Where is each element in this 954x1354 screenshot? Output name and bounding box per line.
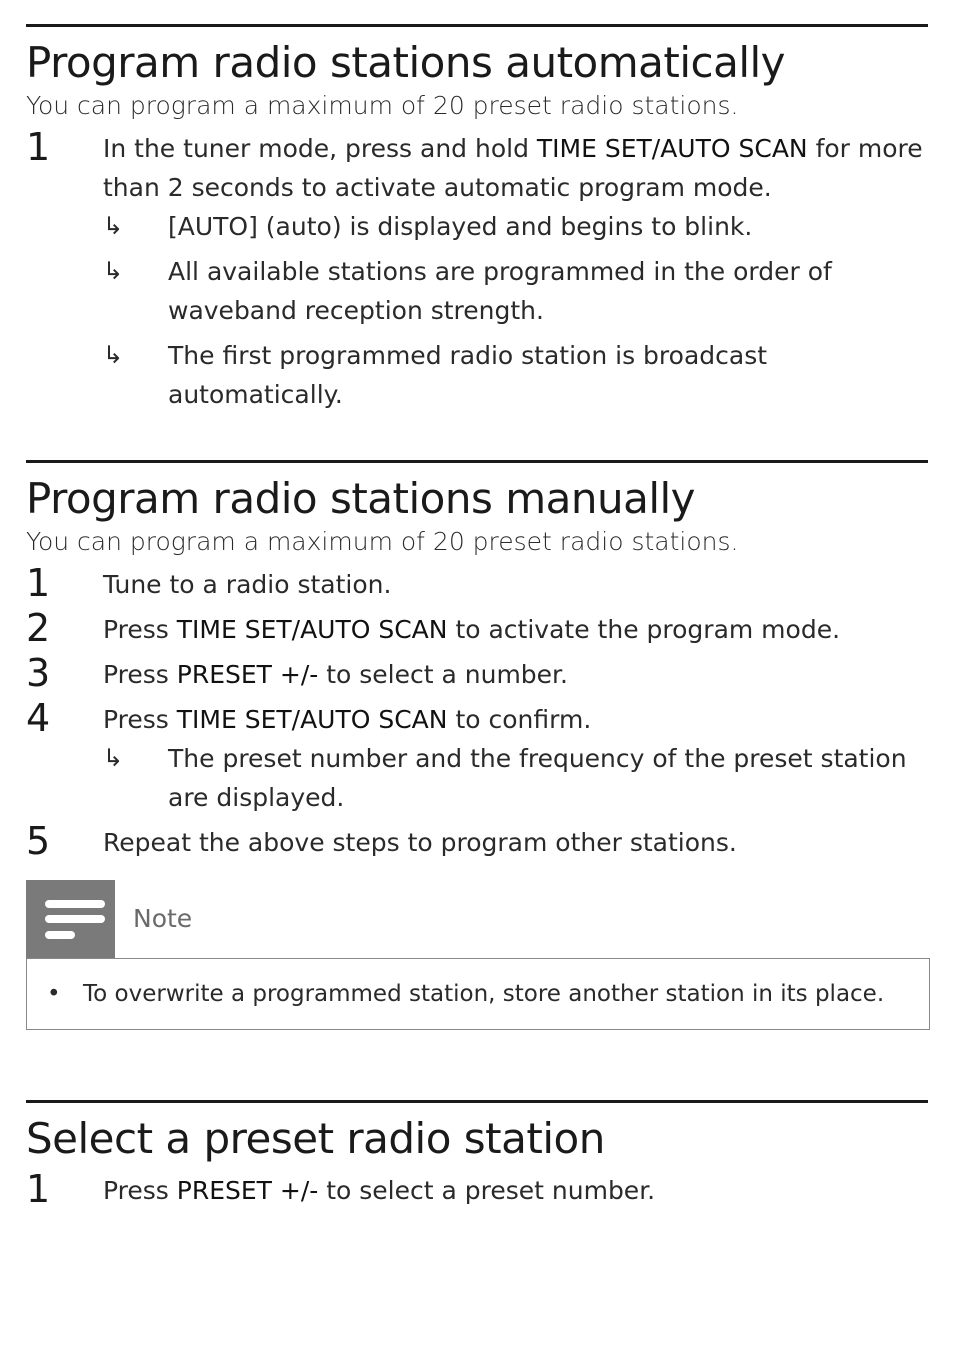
step-text <box>103 823 928 862</box>
step-list <box>26 561 928 863</box>
note-block <box>26 880 928 1030</box>
note-text: To overwrite a programmed station, store another station in its place. <box>83 981 885 1007</box>
step-text-before: Repeat the above steps to program other stations. <box>103 828 737 857</box>
section-title: Program radio stations automatically <box>26 38 786 87</box>
step <box>26 1167 928 1211</box>
result-list <box>103 207 928 414</box>
step-text-before: Tune to a radio station. <box>103 570 392 599</box>
result-arrow-icon: ↳ <box>103 744 124 772</box>
step-text-after: to activate the program mode. <box>447 615 841 644</box>
step-number: 3 <box>26 651 51 695</box>
result-text: The first programmed radio station is broadcast automatically. <box>168 341 768 409</box>
step-text <box>103 610 928 649</box>
step-text-before: In the tuner mode, press and hold <box>103 134 537 163</box>
step <box>26 696 928 817</box>
result-item <box>103 739 928 817</box>
step-body <box>103 129 928 414</box>
step-text-before: Press <box>103 660 177 689</box>
section-intro: You can program a maximum of 20 preset radio stations. <box>26 527 739 556</box>
step-keyword: PRESET +/- <box>176 660 319 689</box>
step-body <box>103 610 928 649</box>
step <box>26 561 928 605</box>
step <box>26 125 928 414</box>
step-text-after: to select a number. <box>318 660 568 689</box>
result-item <box>103 336 928 414</box>
step-number: 1 <box>26 125 51 169</box>
step-number: 2 <box>26 606 51 650</box>
step-keyword: TIME SET/AUTO SCAN <box>536 134 808 163</box>
step-body <box>103 823 928 862</box>
result-arrow-icon: ↳ <box>103 212 124 240</box>
step-body <box>103 1171 928 1210</box>
section-select-preset <box>26 1100 928 1210</box>
step-text <box>103 700 928 739</box>
step-text <box>103 655 928 694</box>
step-text-after: to confirm. <box>447 705 592 734</box>
bullet-icon: • <box>47 981 61 1007</box>
step-number: 5 <box>26 819 51 863</box>
step-list <box>26 125 928 414</box>
step-text-before: Press <box>103 1176 177 1205</box>
step-number: 1 <box>26 1167 51 1211</box>
step-number: 1 <box>26 561 51 605</box>
step-text <box>103 129 928 207</box>
result-text: [AUTO] (auto) is displayed and begins to blink. <box>168 212 753 241</box>
step <box>26 819 928 863</box>
step-body <box>103 655 928 694</box>
result-arrow-icon: ↳ <box>103 341 124 369</box>
result-item <box>103 252 928 330</box>
note-header <box>26 880 928 958</box>
step-text-before: Press <box>103 705 177 734</box>
step-text-after: for more than 2 seconds to activate automatic program mode. <box>103 134 923 202</box>
result-text: The preset number and the frequency of the preset station are displayed. <box>168 744 907 812</box>
result-list <box>103 739 928 817</box>
step-keyword: TIME SET/AUTO SCAN <box>176 705 448 734</box>
section-title: Select a preset radio station <box>26 1114 605 1163</box>
step <box>26 651 928 695</box>
step <box>26 606 928 650</box>
section-title: Program radio stations manually <box>26 474 696 523</box>
section-auto-program <box>26 24 928 414</box>
result-item <box>103 207 928 246</box>
section-manual-program <box>26 460 928 1030</box>
note-body <box>26 958 930 1030</box>
step-keyword: PRESET +/- <box>176 1176 319 1205</box>
step-text <box>103 1171 928 1210</box>
step-text-before: Press <box>103 615 177 644</box>
step-list <box>26 1167 928 1211</box>
step-body <box>103 700 928 817</box>
step-keyword: TIME SET/AUTO SCAN <box>176 615 448 644</box>
note-item <box>47 975 909 1013</box>
result-arrow-icon: ↳ <box>103 257 124 285</box>
section-intro: You can program a maximum of 20 preset radio stations. <box>26 91 739 120</box>
step-text-after: to select a preset number. <box>318 1176 656 1205</box>
note-icon <box>26 880 115 958</box>
manual-page <box>26 24 928 1210</box>
step-body <box>103 565 928 604</box>
step-text <box>103 565 928 604</box>
note-title: Note <box>133 904 193 933</box>
result-text: All available stations are programmed in the order of waveband reception strength. <box>168 257 832 325</box>
step-number: 4 <box>26 696 51 740</box>
